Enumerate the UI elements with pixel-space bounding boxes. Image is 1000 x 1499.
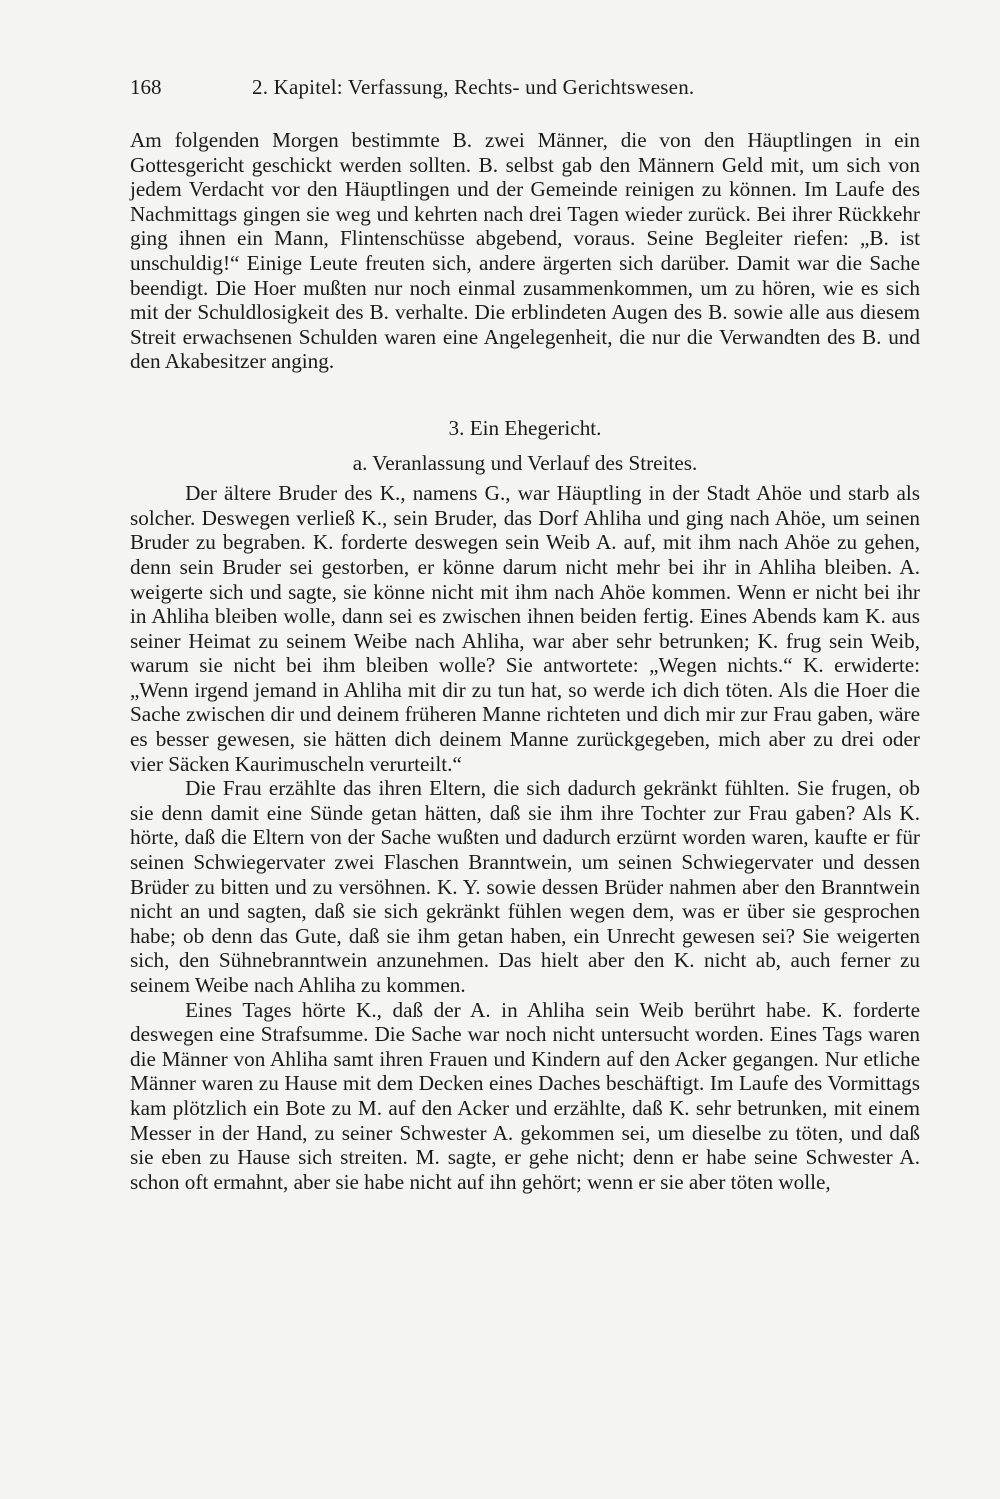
paragraph-2: Der ältere Bruder des K., namens G., war Häuptling in der Stadt Ahöe und starb als solcher. Deswegen verließ K., sein Bruder, das Dorf Ahliha und ging nach Ahöe, um seinen Bruder zu begraben. K. forderte deswegen sein Weib A. auf, mit ihm nach Ahöe zu gehen, denn sein Bruder sei gestorben, er könne darum nicht mehr bei ihr in Ahliha bleiben. A. weigerte sich und sagte, sie könne nicht mit ihm nach Ahöe kommen. Wenn er nicht bei ihr in Ahliha bleiben wolle, dann sei es zwischen ihnen beiden fertig. Eines Abends kam K. aus seiner Heimat zu seinem Weibe nach Ahliha, war aber sehr betrunken; K. frug sein Weib, warum sie nicht bei ihm bleiben wolle? Sie antwortete: „Wegen nichts.“ K. erwiderte: „Wenn irgend jemand in Ahliha mit dir zu tun hat, so werde ich dich töten. Als die Hoer die Sache zwischen dir und deinem früheren Manne richteten und dich mir zur Frau gaben, wäre es besser gewesen, sie hätten dich deinem Manne zurückgegeben, mich aber zu drei oder vier Säcken Kaurimuscheln verurteilt.“ [130,481,920,776]
body-text [130,128,920,1194]
subsection-title: a. Veranlassung und Verlauf des Streites. [352,450,698,475]
running-head: 2. Kapitel: Verfassung, Rechts- und Gerichtswesen. [252,75,695,99]
paragraph-4: Eines Tages hörte K., daß der A. in Ahliha sein Weib berührt habe. K. forderte deswegen eine Strafsumme. Die Sache war noch nicht untersucht worden. Eines Tags waren die Männer von Ahliha samt ihren Frauen und Kindern auf den Acker gegangen. Nur etliche Männer waren zu Hause mit dem Decken eines Daches beschäftigt. Im Laufe des Vormittags kam plötzlich ein Bote zu M. auf den Acker und erzählte, daß K. sehr betrunken, mit einem Messer in der Hand, zu seiner Schwester A. gekommen sei, um dieselbe zu töten, und daß sie eben zu Hause sich streiten. M. sagte, er gehe nicht; denn er habe seine Schwester A. schon oft ermahnt, aber sie habe nicht auf ihn gehört; wenn er sie aber töten wolle, [130,997,920,1194]
section-title: 3. Ein Ehegericht. [448,415,602,440]
page-header [130,70,920,104]
paragraph-1: Am folgenden Morgen bestimmte B. zwei Männer, die von den Häuptlingen in ein Gottesgericht geschickt werden sollten. B. selbst gab den Männern Geld mit, um sich von jedem Verdacht vor den Häuptlingen und der Gemeinde reinigen zu können. Im Laufe des Nachmittags gingen sie weg und kehrten nach drei Tagen wieder zurück. Bei ihrer Rückkehr ging ihnen ein Mann, Flintenschüsse abgebend, voraus. Seine Begleiter riefen: „B. ist unschuldig!“ Einige Leute freuten sich, andere ärgerten sich darüber. Damit war die Sache beendigt. Die Hoer mußten nur noch einmal zusammenkommen, um zu hören, wie es sich mit der Schuldlosigkeit des B. verhalte. Die erblindeten Augen des B. sowie alle aus diesem Streit erwachsenen Schulden waren eine Angelegenheit, die nur die Verwandten des B. und den Akabesitzer anging. [130,128,920,374]
page-number: 168 [130,75,162,99]
paragraph-3: Die Frau erzählte das ihren Eltern, die sich dadurch gekränkt fühlten. Sie frugen, ob sie denn damit eine Sünde getan hätten, daß sie ihm ihre Tochter zur Frau gaben? Als K. hörte, daß die Eltern von der Sache wußten und dadurch erzürnt worden waren, kaufte er für seinen Schwiegervater zwei Flaschen Branntwein, um seinen Schwiegervater und dessen Brüder zu bitten und zu versöhnen. K. Y. sowie dessen Brüder nahmen aber den Branntwein nicht an und sagten, daß sie sich gekränkt fühlen wegen dem, was er über sie gesprochen habe; ob denn das Gute, daß sie ihm getan haben, ein Unrecht gewesen sei? Sie weigerten sich, den Sühnebranntwein anzunehmen. Das hielt aber den K. nicht ab, auch ferner zu seinem Weibe nach Ahliha zu kommen. [130,776,920,997]
